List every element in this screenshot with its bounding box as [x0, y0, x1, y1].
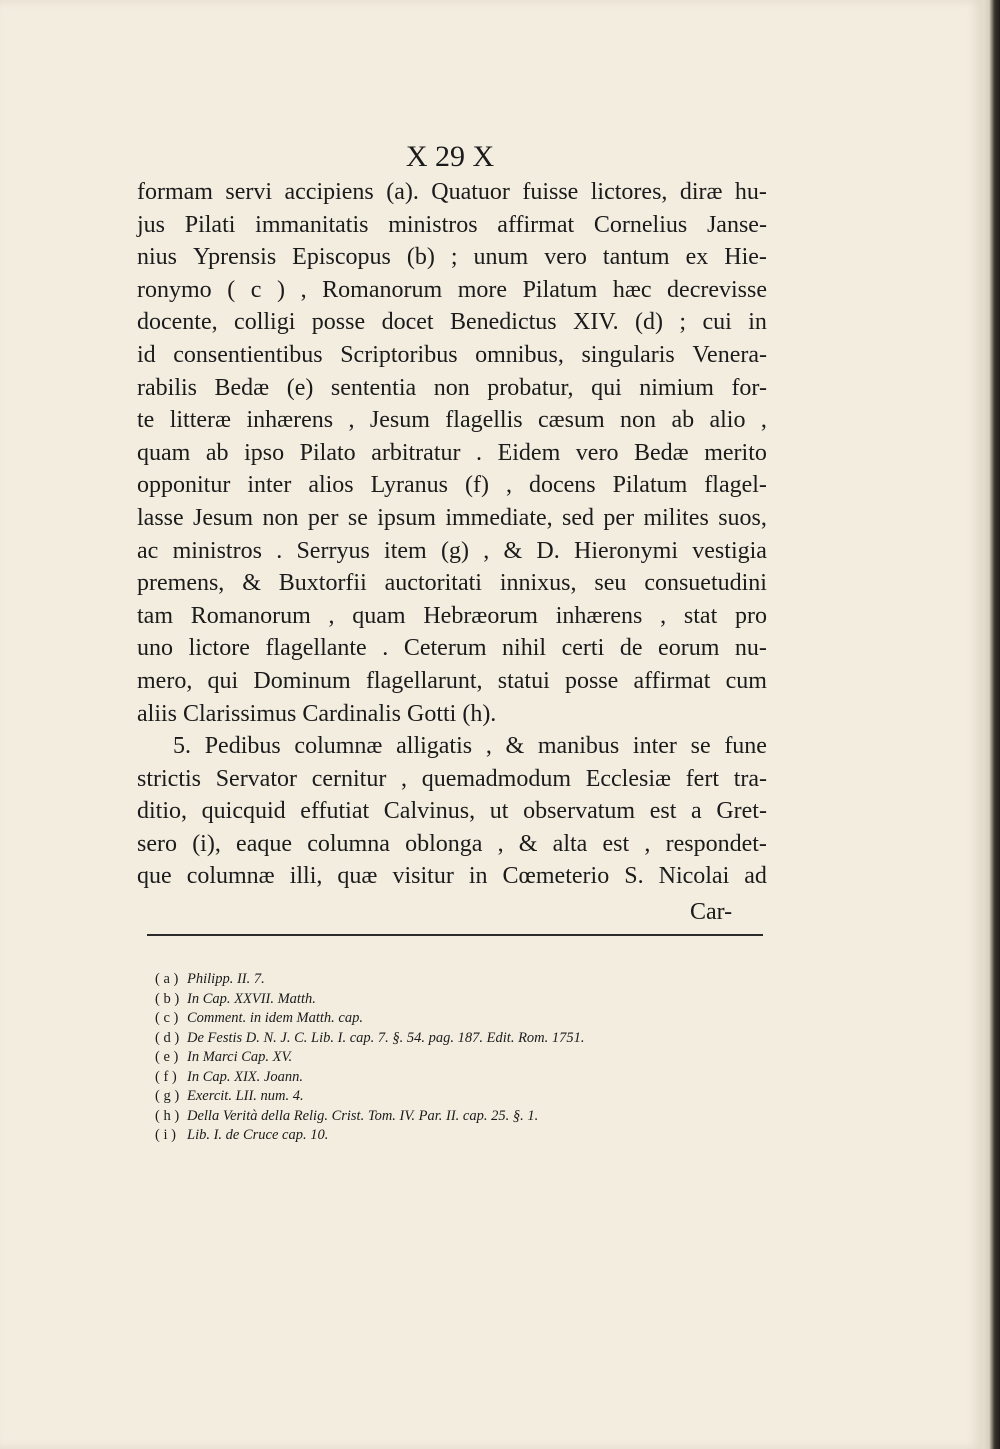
word: mero,	[137, 667, 193, 694]
word: alligatis	[396, 733, 473, 760]
word: ,	[328, 602, 335, 629]
word: .	[276, 537, 283, 564]
word: alio	[709, 407, 746, 434]
word: columnæ	[294, 733, 383, 760]
word: nu-	[734, 635, 767, 662]
word: premens,	[137, 570, 225, 597]
word: eaque	[236, 830, 293, 857]
footnote-text: In Cap. XIX. Joann.	[187, 1068, 303, 1085]
word: alios	[308, 472, 354, 499]
word: ipsum	[377, 504, 436, 531]
word: inhærens	[555, 602, 643, 629]
word: ipso	[244, 439, 285, 466]
word: ab	[205, 439, 229, 466]
word: vero	[544, 244, 587, 271]
word: Jesum	[369, 407, 430, 434]
word: quicquid	[201, 798, 286, 825]
word: que	[137, 863, 172, 890]
word: se	[690, 733, 711, 760]
word: (i),	[192, 830, 221, 857]
footnote-mark: ( h )	[155, 1107, 180, 1124]
word: Bedæ	[214, 374, 270, 401]
word: ,	[660, 602, 667, 629]
word: Ceterum	[403, 635, 487, 662]
word: se	[347, 504, 368, 531]
word: non	[433, 374, 470, 401]
footnote	[155, 1107, 775, 1127]
word: seu	[594, 570, 627, 597]
word: docens	[528, 472, 596, 499]
text-line	[137, 404, 767, 437]
word: (b)	[406, 244, 435, 271]
word: visitur	[392, 863, 454, 890]
word: columnæ	[186, 863, 275, 890]
word: ,	[505, 472, 512, 499]
word: opponitur	[137, 472, 231, 499]
word: Pilatum	[522, 276, 598, 303]
word: Yprensis	[193, 244, 277, 271]
word: 5.	[173, 733, 191, 760]
word: eorum	[658, 635, 720, 662]
text-line	[137, 535, 767, 568]
word: ministros	[388, 211, 478, 238]
word: ac	[137, 537, 159, 564]
word: Gret-	[716, 798, 767, 825]
word: manibus	[537, 733, 620, 760]
footnote-mark: ( c )	[155, 1010, 179, 1026]
word: te	[137, 407, 155, 434]
word: inter	[247, 472, 292, 499]
footnote	[155, 1048, 775, 1068]
word: Romanorum	[322, 276, 443, 303]
text-line	[137, 860, 767, 893]
word: consentientibus	[173, 341, 323, 368]
word: alta	[552, 830, 588, 857]
word: suos,	[718, 504, 767, 531]
word: effutiat	[300, 798, 370, 825]
text-line	[137, 209, 767, 242]
footnote-mark: ( b )	[155, 990, 180, 1007]
footnote-text: Philipp. II. 7.	[187, 971, 265, 987]
page-header: X 29 X	[405, 140, 495, 173]
word: lasse	[137, 504, 184, 531]
word: in	[468, 863, 488, 890]
word: Hieronymi	[574, 537, 679, 564]
word: colligi	[234, 309, 296, 336]
word: ronymo	[137, 276, 212, 303]
word: innixus,	[499, 570, 577, 597]
word: D.	[536, 537, 560, 564]
word: item	[384, 537, 427, 564]
word: stat	[683, 602, 718, 629]
word: immediate,	[445, 504, 553, 531]
word: sententia	[330, 374, 417, 401]
word: Ecclesiæ	[585, 765, 671, 792]
word: ut	[489, 798, 509, 825]
word: more	[457, 276, 508, 303]
word: (g)	[440, 537, 469, 564]
text-line	[137, 372, 767, 405]
text-line	[137, 176, 767, 209]
text-line	[137, 241, 767, 274]
word: Hie-	[724, 244, 767, 271]
word: Lyranus	[370, 472, 448, 499]
word: for-	[731, 374, 767, 401]
word: Buxtorfii	[278, 570, 367, 597]
word: ,	[483, 537, 490, 564]
footnote	[155, 1068, 775, 1088]
word: Bedæ	[634, 439, 689, 466]
word: tra-	[733, 765, 767, 792]
word: posse	[564, 667, 619, 694]
word: (a).	[386, 179, 419, 205]
word: )	[277, 276, 286, 303]
footnote	[155, 1029, 775, 1049]
word: (	[227, 276, 236, 303]
word: de	[619, 635, 643, 662]
word: auctoritati	[384, 570, 482, 597]
word: nimium	[639, 374, 714, 401]
text-line	[137, 828, 767, 861]
text-line	[137, 274, 767, 307]
word: quemadmodum	[421, 765, 571, 792]
footnote	[155, 990, 775, 1010]
word: S.	[624, 863, 644, 890]
word: Eidem	[497, 439, 561, 466]
word: flagellante	[265, 635, 367, 662]
word: vestigia	[692, 537, 767, 564]
word: Dominum	[253, 667, 351, 694]
word: qui	[207, 667, 239, 694]
footnotes	[155, 970, 775, 1146]
word: posse	[311, 309, 366, 336]
word: .	[476, 439, 483, 466]
word: vero	[575, 439, 619, 466]
word: Janse-	[706, 211, 767, 238]
word: ,	[644, 830, 651, 857]
word: docente,	[137, 309, 218, 336]
word: c	[250, 276, 262, 303]
word: &	[242, 570, 261, 597]
word: per	[603, 504, 635, 531]
footnote-text: Comment. in idem Matth. cap.	[187, 1010, 363, 1026]
word: fuisse	[522, 179, 579, 205]
word: Scriptoribus	[340, 341, 458, 368]
word: in	[748, 309, 767, 336]
footnote-text: De Festis D. N. J. C. Lib. I. cap. 7. §. 54. pag. 187. Edit. Rom. 1751.	[187, 1029, 585, 1046]
word: cernitur	[311, 765, 387, 792]
word: formam	[137, 179, 213, 205]
word: ;	[679, 309, 687, 336]
word: arbitratur	[371, 439, 461, 466]
word: affirmat	[633, 667, 711, 694]
footnote-mark: ( a )	[155, 971, 179, 987]
text-line: aliis Clarissimus Cardinalis Gotti (h).	[137, 700, 497, 727]
word: &	[505, 733, 525, 760]
word: flagellarunt,	[365, 667, 483, 694]
word: ,	[485, 733, 492, 760]
word: quæ	[337, 863, 378, 890]
word: est	[602, 830, 630, 857]
word: ministros	[172, 537, 262, 564]
word: Pilatum	[612, 472, 688, 499]
word: sed	[562, 504, 595, 531]
footnote-mark: ( f )	[155, 1068, 177, 1085]
word: pro	[734, 602, 767, 629]
word: ;	[450, 244, 458, 271]
word: Venera-	[692, 341, 767, 368]
word: litteræ	[169, 407, 232, 434]
word: strictis	[137, 765, 201, 792]
footnote-text: Lib. I. de Cruce cap. 10.	[187, 1127, 329, 1143]
page-edge	[982, 0, 1000, 1449]
word: Pilati	[184, 211, 236, 238]
word: illi,	[289, 863, 323, 890]
word: Nicolai	[658, 863, 730, 890]
word: Pedibus	[204, 733, 281, 760]
word: non	[620, 407, 657, 434]
footnote-text: Exercit. LII. num. 4.	[187, 1088, 304, 1104]
word: &	[503, 537, 523, 564]
text-line	[137, 437, 767, 470]
word: columna	[307, 830, 390, 857]
word: jus	[137, 211, 166, 238]
word: Servator	[215, 765, 297, 792]
word: Quatuor	[431, 179, 510, 205]
footnote-text: Della Verità della Relig. Crist. Tom. IV. Par. II. cap. 25. §. 1.	[187, 1107, 539, 1124]
word: ab	[671, 407, 695, 434]
word: decrevisse	[667, 276, 767, 303]
word: nihil	[502, 635, 547, 662]
word: consuetudini	[644, 570, 767, 597]
word: non	[262, 504, 299, 531]
word: Benedictus	[449, 309, 557, 336]
footnote-mark: ( d )	[155, 1029, 180, 1046]
text-line	[137, 339, 767, 372]
word: lictore	[188, 635, 250, 662]
main-text	[137, 176, 767, 893]
word: .	[382, 635, 389, 662]
word: statui	[497, 667, 550, 694]
word: ,	[348, 407, 355, 434]
word: immanitatis	[255, 211, 369, 238]
word: cum	[725, 667, 767, 694]
word: inhærens	[246, 407, 334, 434]
footnote-mark: ( e )	[155, 1049, 179, 1065]
word: a	[691, 798, 702, 825]
text-line	[137, 469, 767, 502]
word: ex	[685, 244, 709, 271]
word: ditio,	[137, 798, 188, 825]
word: Pilato	[299, 439, 356, 466]
word: fune	[724, 733, 767, 760]
word: Jesum	[193, 504, 254, 531]
word: affirmat	[497, 211, 575, 238]
word: oblonga	[405, 830, 483, 857]
word: servi	[225, 179, 273, 205]
word: (f)	[464, 472, 489, 499]
word: Cornelius	[593, 211, 688, 238]
word: &	[518, 830, 538, 857]
word: uno	[137, 635, 173, 662]
word: unum	[473, 244, 529, 271]
footnote-text: In Marci Cap. XV.	[187, 1049, 293, 1065]
word: flagellis	[445, 407, 523, 434]
word: Cœmeterio	[502, 863, 610, 890]
word: quam	[352, 602, 406, 629]
word: probatur,	[487, 374, 574, 401]
word: ,	[300, 276, 307, 303]
word: nius	[137, 244, 178, 271]
word: inter	[632, 733, 677, 760]
word: ,	[760, 407, 767, 434]
footnote	[155, 1126, 775, 1146]
word: tantum	[602, 244, 670, 271]
text-line	[137, 306, 767, 339]
word: lictores,	[590, 179, 668, 205]
text-line	[137, 567, 767, 600]
footnote	[155, 1087, 775, 1107]
word: Serryus	[296, 537, 370, 564]
word: fert	[685, 765, 719, 792]
word: qui	[591, 374, 622, 401]
word: Hebræorum	[423, 602, 538, 629]
word: hu-	[734, 179, 767, 205]
word: est	[649, 798, 677, 825]
footnote-rule	[147, 934, 763, 936]
word: milites	[643, 504, 709, 531]
word: Calvinus,	[383, 798, 476, 825]
word: flagel-	[704, 472, 767, 499]
word: (e)	[286, 374, 314, 401]
word: ,	[497, 830, 504, 857]
word: per	[307, 504, 339, 531]
word: Romanorum	[190, 602, 311, 629]
word: docet	[381, 309, 434, 336]
footnote-text: In Cap. XXVII. Matth.	[187, 990, 316, 1007]
catchword: Car-	[690, 899, 733, 925]
text-line	[137, 632, 767, 665]
word: omnibus,	[475, 341, 564, 368]
text-line	[137, 763, 767, 796]
word: respondet-	[665, 830, 767, 857]
text-line	[137, 502, 767, 535]
footnote-mark: ( i )	[155, 1127, 176, 1143]
footnote	[155, 1009, 775, 1029]
word: Episcopus	[292, 244, 391, 271]
word: accipiens	[284, 179, 374, 205]
word: cui	[702, 309, 732, 336]
word: ,	[401, 765, 407, 792]
word: (d)	[635, 309, 663, 336]
footnote	[155, 970, 775, 990]
word: cæsum	[537, 407, 605, 434]
word: merito	[704, 439, 767, 466]
word: tam	[137, 602, 173, 629]
word: hæc	[612, 276, 652, 303]
word: rabilis	[137, 374, 197, 401]
word: singularis	[581, 341, 675, 368]
word: observatum	[523, 798, 636, 825]
word: id	[137, 341, 156, 368]
word: diræ	[679, 179, 723, 205]
word: quam	[137, 439, 191, 466]
word: XIV.	[573, 309, 619, 336]
word: certi	[561, 635, 605, 662]
word: ad	[744, 863, 767, 890]
text-line	[137, 600, 767, 633]
text-line	[137, 665, 767, 698]
word: sero	[137, 830, 177, 857]
text-line	[137, 730, 767, 763]
footnote-mark: ( g )	[155, 1088, 180, 1104]
text-line	[137, 795, 767, 828]
